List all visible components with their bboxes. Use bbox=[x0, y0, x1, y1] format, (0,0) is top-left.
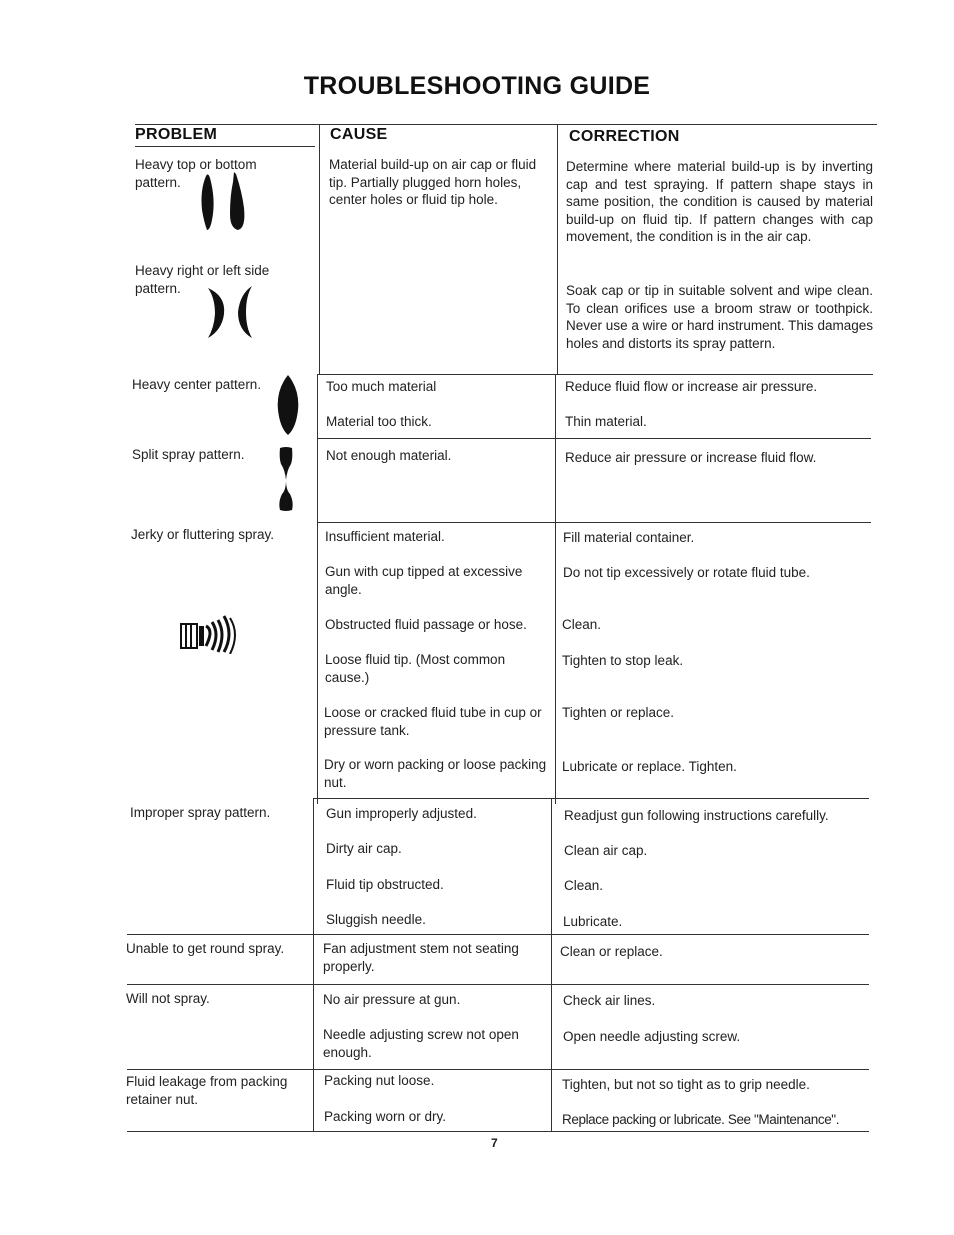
correction-reduce-air-pressure: Reduce air pressure or increase fluid flow. bbox=[565, 450, 817, 465]
problem-no-round-spray: Unable to get round spray. bbox=[126, 941, 285, 956]
row-divider bbox=[317, 374, 873, 375]
cause-left-line-3 bbox=[313, 798, 314, 1132]
correction-invert-cap: Determine where material build-up is by inverting cap and test spraying. If pattern shape stays in same position, the condition is caused by material build-up on fluid tip. If pattern changes with cap movement, the condition is in the air cap. bbox=[566, 159, 873, 244]
cause-gun-improperly-adjusted: Gun improperly adjusted. bbox=[326, 806, 477, 821]
cause-cup-tipped: Gun with cup tipped at excessive angle. bbox=[325, 564, 523, 597]
problem-fluid-leakage: Fluid leakage from packing retainer nut. bbox=[126, 1074, 288, 1107]
cause-no-air-pressure: No air pressure at gun. bbox=[323, 992, 461, 1007]
cause-insufficient-material: Insufficient material. bbox=[325, 529, 445, 544]
cause-fluid-tip-obstructed: Fluid tip obstructed. bbox=[326, 877, 444, 892]
cause-not-enough-material: Not enough material. bbox=[326, 448, 452, 463]
problem-will-not-spray: Will not spray. bbox=[126, 991, 210, 1006]
header-problem-underline bbox=[135, 146, 315, 147]
heavy-center-pattern-icon bbox=[274, 374, 302, 436]
correction-open-needle-screw: Open needle adjusting screw. bbox=[563, 1029, 741, 1044]
correction-tighten-packing: Tighten, but not so tight as to grip needle. bbox=[562, 1077, 810, 1092]
correction-clean-or-replace: Clean or replace. bbox=[560, 944, 663, 959]
row-divider bbox=[127, 984, 869, 985]
problem-heavy-side: Heavy right or left side pattern. bbox=[135, 263, 270, 296]
correction-clean-air-cap: Clean air cap. bbox=[564, 843, 648, 858]
cause-material-buildup: Material build-up on air cap or fluid tip. Partially plugged horn holes, center holes or fluid tip hole. bbox=[329, 157, 537, 207]
header-problem: PROBLEM bbox=[135, 126, 218, 143]
page-number: 7 bbox=[491, 1136, 498, 1150]
cause-dirty-air-cap: Dirty air cap. bbox=[326, 841, 402, 856]
correction-reduce-fluid-flow: Reduce fluid flow or increase air pressure. bbox=[565, 379, 818, 394]
page-title: TROUBLESHOOTING GUIDE bbox=[303, 72, 651, 100]
correction-left-line-3 bbox=[551, 798, 552, 1132]
cause-fan-adjustment-stem: Fan adjustment stem not seating properly. bbox=[323, 941, 519, 974]
problem-split-spray: Split spray pattern. bbox=[132, 447, 245, 462]
cause-loose-fluid-tube: Loose or cracked fluid tube in cup or pressure tank. bbox=[324, 705, 542, 738]
correction-clean: Clean. bbox=[562, 617, 602, 632]
cause-loose-fluid-tip: Loose fluid tip. (Most common cause.) bbox=[325, 652, 506, 685]
correction-replace-packing: Replace packing or lubricate. See "Maintenance". bbox=[562, 1112, 840, 1127]
correction-thin-material: Thin material. bbox=[565, 414, 647, 429]
correction-do-not-tip: Do not tip excessively or rotate fluid tube. bbox=[563, 565, 810, 580]
cause-material-too-thick: Material too thick. bbox=[326, 414, 432, 429]
row-divider bbox=[317, 438, 871, 439]
header-correction: CORRECTION bbox=[569, 128, 680, 145]
table-bottom-rule bbox=[127, 1131, 869, 1132]
problem-heavy-center: Heavy center pattern. bbox=[132, 377, 262, 392]
row-divider bbox=[127, 934, 869, 935]
cause-left-line bbox=[319, 124, 320, 374]
cause-too-much-material: Too much material bbox=[326, 379, 437, 394]
problem-jerky-spray: Jerky or fluttering spray. bbox=[131, 527, 275, 542]
cause-dry-packing: Dry or worn packing or loose packing nut. bbox=[324, 757, 547, 790]
correction-soak-cap: Soak cap or tip in suitable solvent and wipe clean. To clean orifices use a broom straw or toothpick. Never use a wire or hard instrument. This damages holes and distorts its spray pattern. bbox=[566, 283, 873, 351]
cause-packing-nut-loose: Packing nut loose. bbox=[324, 1073, 435, 1088]
row-divider bbox=[313, 798, 869, 799]
correction-left-line bbox=[557, 124, 558, 374]
correction-check-air-lines: Check air lines. bbox=[563, 993, 656, 1008]
fluttering-spray-icon bbox=[180, 614, 242, 654]
row-divider bbox=[317, 522, 871, 523]
correction-lubricate: Lubricate. bbox=[563, 914, 623, 929]
problem-heavy-top-bottom: Heavy top or bottom pattern. bbox=[135, 157, 257, 190]
correction-fill-container: Fill material container. bbox=[563, 530, 695, 545]
correction-tighten-or-replace: Tighten or replace. bbox=[562, 705, 675, 720]
row-divider bbox=[127, 1069, 869, 1070]
correction-clean-tip: Clean. bbox=[564, 878, 604, 893]
cause-sluggish-needle: Sluggish needle. bbox=[326, 912, 426, 927]
heavy-top-bottom-pattern-icon bbox=[196, 170, 252, 232]
header-cause: CAUSE bbox=[330, 126, 388, 143]
heavy-side-pattern-icon bbox=[204, 284, 256, 340]
cause-packing-worn: Packing worn or dry. bbox=[324, 1109, 447, 1124]
cause-needle-screw-not-open: Needle adjusting screw not open enough. bbox=[323, 1027, 519, 1060]
cause-obstructed-fluid-passage: Obstructed fluid passage or hose. bbox=[325, 617, 527, 632]
correction-lubricate-or-replace: Lubricate or replace. Tighten. bbox=[562, 759, 737, 774]
correction-readjust-gun: Readjust gun following instructions carefully. bbox=[564, 808, 829, 823]
split-spray-pattern-icon bbox=[276, 446, 296, 512]
correction-tighten-stop-leak: Tighten to stop leak. bbox=[562, 653, 684, 668]
header-top-rule bbox=[135, 124, 877, 125]
problem-improper-spray: Improper spray pattern. bbox=[130, 805, 271, 820]
